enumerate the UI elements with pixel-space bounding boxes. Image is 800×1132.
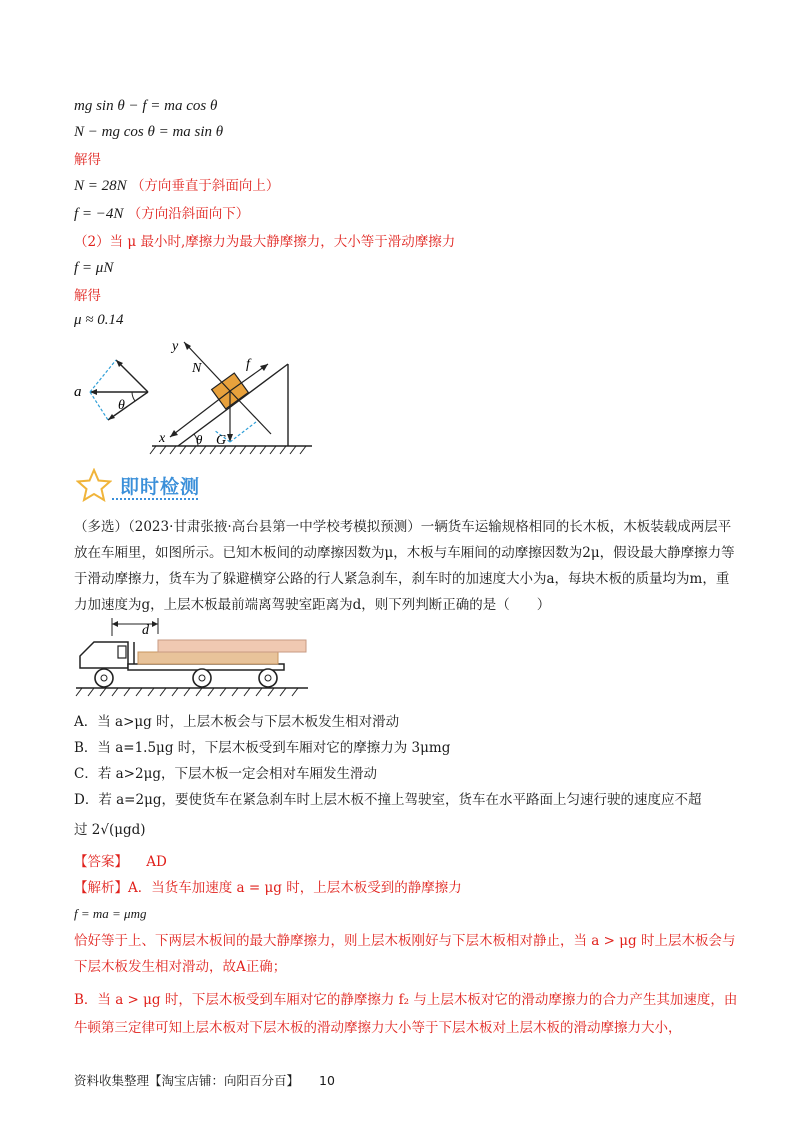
dashed-3: [230, 422, 256, 442]
option-d: D．若 a=2μg，要使货车在紧急刹车时上层木板不撞上驾驶室，货车在水平路面上匀速行驶的速度应不超: [74, 792, 702, 808]
label-y: y: [172, 339, 179, 354]
dashed-1: [90, 360, 116, 392]
ground-hatch: [150, 446, 306, 454]
angle-arc-left: [132, 392, 135, 401]
equation-3: f = μN: [74, 260, 114, 276]
road-hatch: [76, 688, 298, 696]
vector-lower: [108, 392, 148, 420]
lower-plank: [138, 652, 278, 664]
answer-line: [74, 852, 167, 872]
solve-label-1: 解得: [74, 152, 101, 168]
label-n: N: [192, 361, 202, 376]
analysis-line-1: [74, 878, 462, 898]
result-f-note: （方向沿斜面向下）: [127, 206, 250, 222]
label-f: f: [246, 357, 250, 372]
footer-source: 资料收集整理【淘宝店铺：向阳百分百】: [74, 1073, 300, 1088]
section-title: 即时检测: [120, 476, 201, 498]
label-g: G: [216, 433, 227, 448]
label-a: a: [74, 384, 82, 400]
d-arrow-left: [112, 621, 118, 627]
analysis-paragraph-1: 恰好等于上、下两层木板间的最大静摩擦力，则上层木板刚好与下层木板相对静止，当 a > μg 时上层木板会与下层木板发生相对滑动，故A正确；: [74, 933, 736, 975]
analysis-paragraph-2: B．当 a > μg 时，下层木板受到车厢对它的静摩擦力 f₂ 与上层木板对它的滑动摩擦力的合力产生其加速度，由牛顿第三定律可知上层木板对下层木板的滑动摩擦力大小等于下层木板对上层木板的滑动摩擦力大小，: [74, 992, 738, 1036]
section-underline: [112, 498, 198, 500]
label-theta-right: θ: [196, 432, 203, 447]
analysis-a-text: A．当货车加速度 a = μg 时，上层木板受到的静摩擦力: [128, 880, 462, 896]
normal-component: [230, 391, 271, 434]
part-2-text: （2）当 μ 最小时,摩擦力为最大静摩擦力，大小等于滑动摩擦力: [74, 234, 456, 250]
y-axis: [184, 342, 230, 391]
result-n: [74, 176, 279, 196]
d-arrow-right: [152, 621, 158, 627]
result-n-note: （方向垂直于斜面向上）: [130, 178, 280, 194]
option-c: C．若 a>2μg，下层木板一定会相对车厢发生滑动: [74, 766, 377, 782]
answer-value: AD: [146, 854, 167, 870]
analysis-label: 【解析】: [74, 880, 128, 896]
wheel-front: [95, 669, 113, 687]
result-f: [74, 204, 249, 224]
page-footer: [74, 1071, 335, 1089]
upper-plank: [158, 640, 306, 652]
option-d-continued: 过 2√(μgd): [74, 822, 146, 838]
solve-label-2: 解得: [74, 288, 101, 304]
question-text: （多选）（2023·甘肃张掖·高台县第一中学校考模拟预测）一辆货车运输规格相同的长木板，木板装载成两层平放在车厢里，如图所示。已知木板间的动摩擦因数为μ，木板与车厢间的动摩擦因数为2μ，假设最大静摩擦力等于滑动摩擦力，货车为了躲避横穿公路的行人紧急刹车，刹车时的加速度大小为a，每块木板的质量均为m，重力加速度为g，上层木板最前端离驾驶室距离为d，则下列判断正确的是（ ）: [74, 519, 735, 613]
result-f-value: f = −4N: [74, 206, 124, 222]
dashed-2: [90, 392, 108, 420]
wheel-middle: [193, 669, 211, 687]
analysis-equation: f = ma = μmg: [74, 906, 147, 921]
truck-diagram: [72, 610, 312, 700]
wheel-rear: [259, 669, 277, 687]
result-mu: μ ≈ 0.14: [74, 312, 124, 328]
page-number: 10: [319, 1073, 335, 1088]
force-diagram: [66, 334, 326, 464]
equation-1: mg sin θ − f = ma cos θ: [74, 98, 218, 114]
vector-lower-arrow: [108, 414, 115, 420]
equation-2: N − mg cos θ = ma sin θ: [74, 124, 224, 140]
answer-label: 【答案】: [74, 854, 128, 870]
option-a: A．当 a>μg 时，上层木板会与下层木板发生相对滑动: [74, 714, 400, 730]
friction-arrow: [260, 364, 268, 371]
result-n-value: N = 28N: [74, 178, 127, 194]
option-b: B．当 a=1.5μg 时，下层木板受到车厢对它的摩擦力为 3μmg: [74, 740, 451, 756]
label-theta-left: θ: [118, 398, 125, 413]
label-d: d: [142, 623, 149, 638]
star-icon: [76, 468, 112, 502]
label-x: x: [159, 431, 166, 446]
